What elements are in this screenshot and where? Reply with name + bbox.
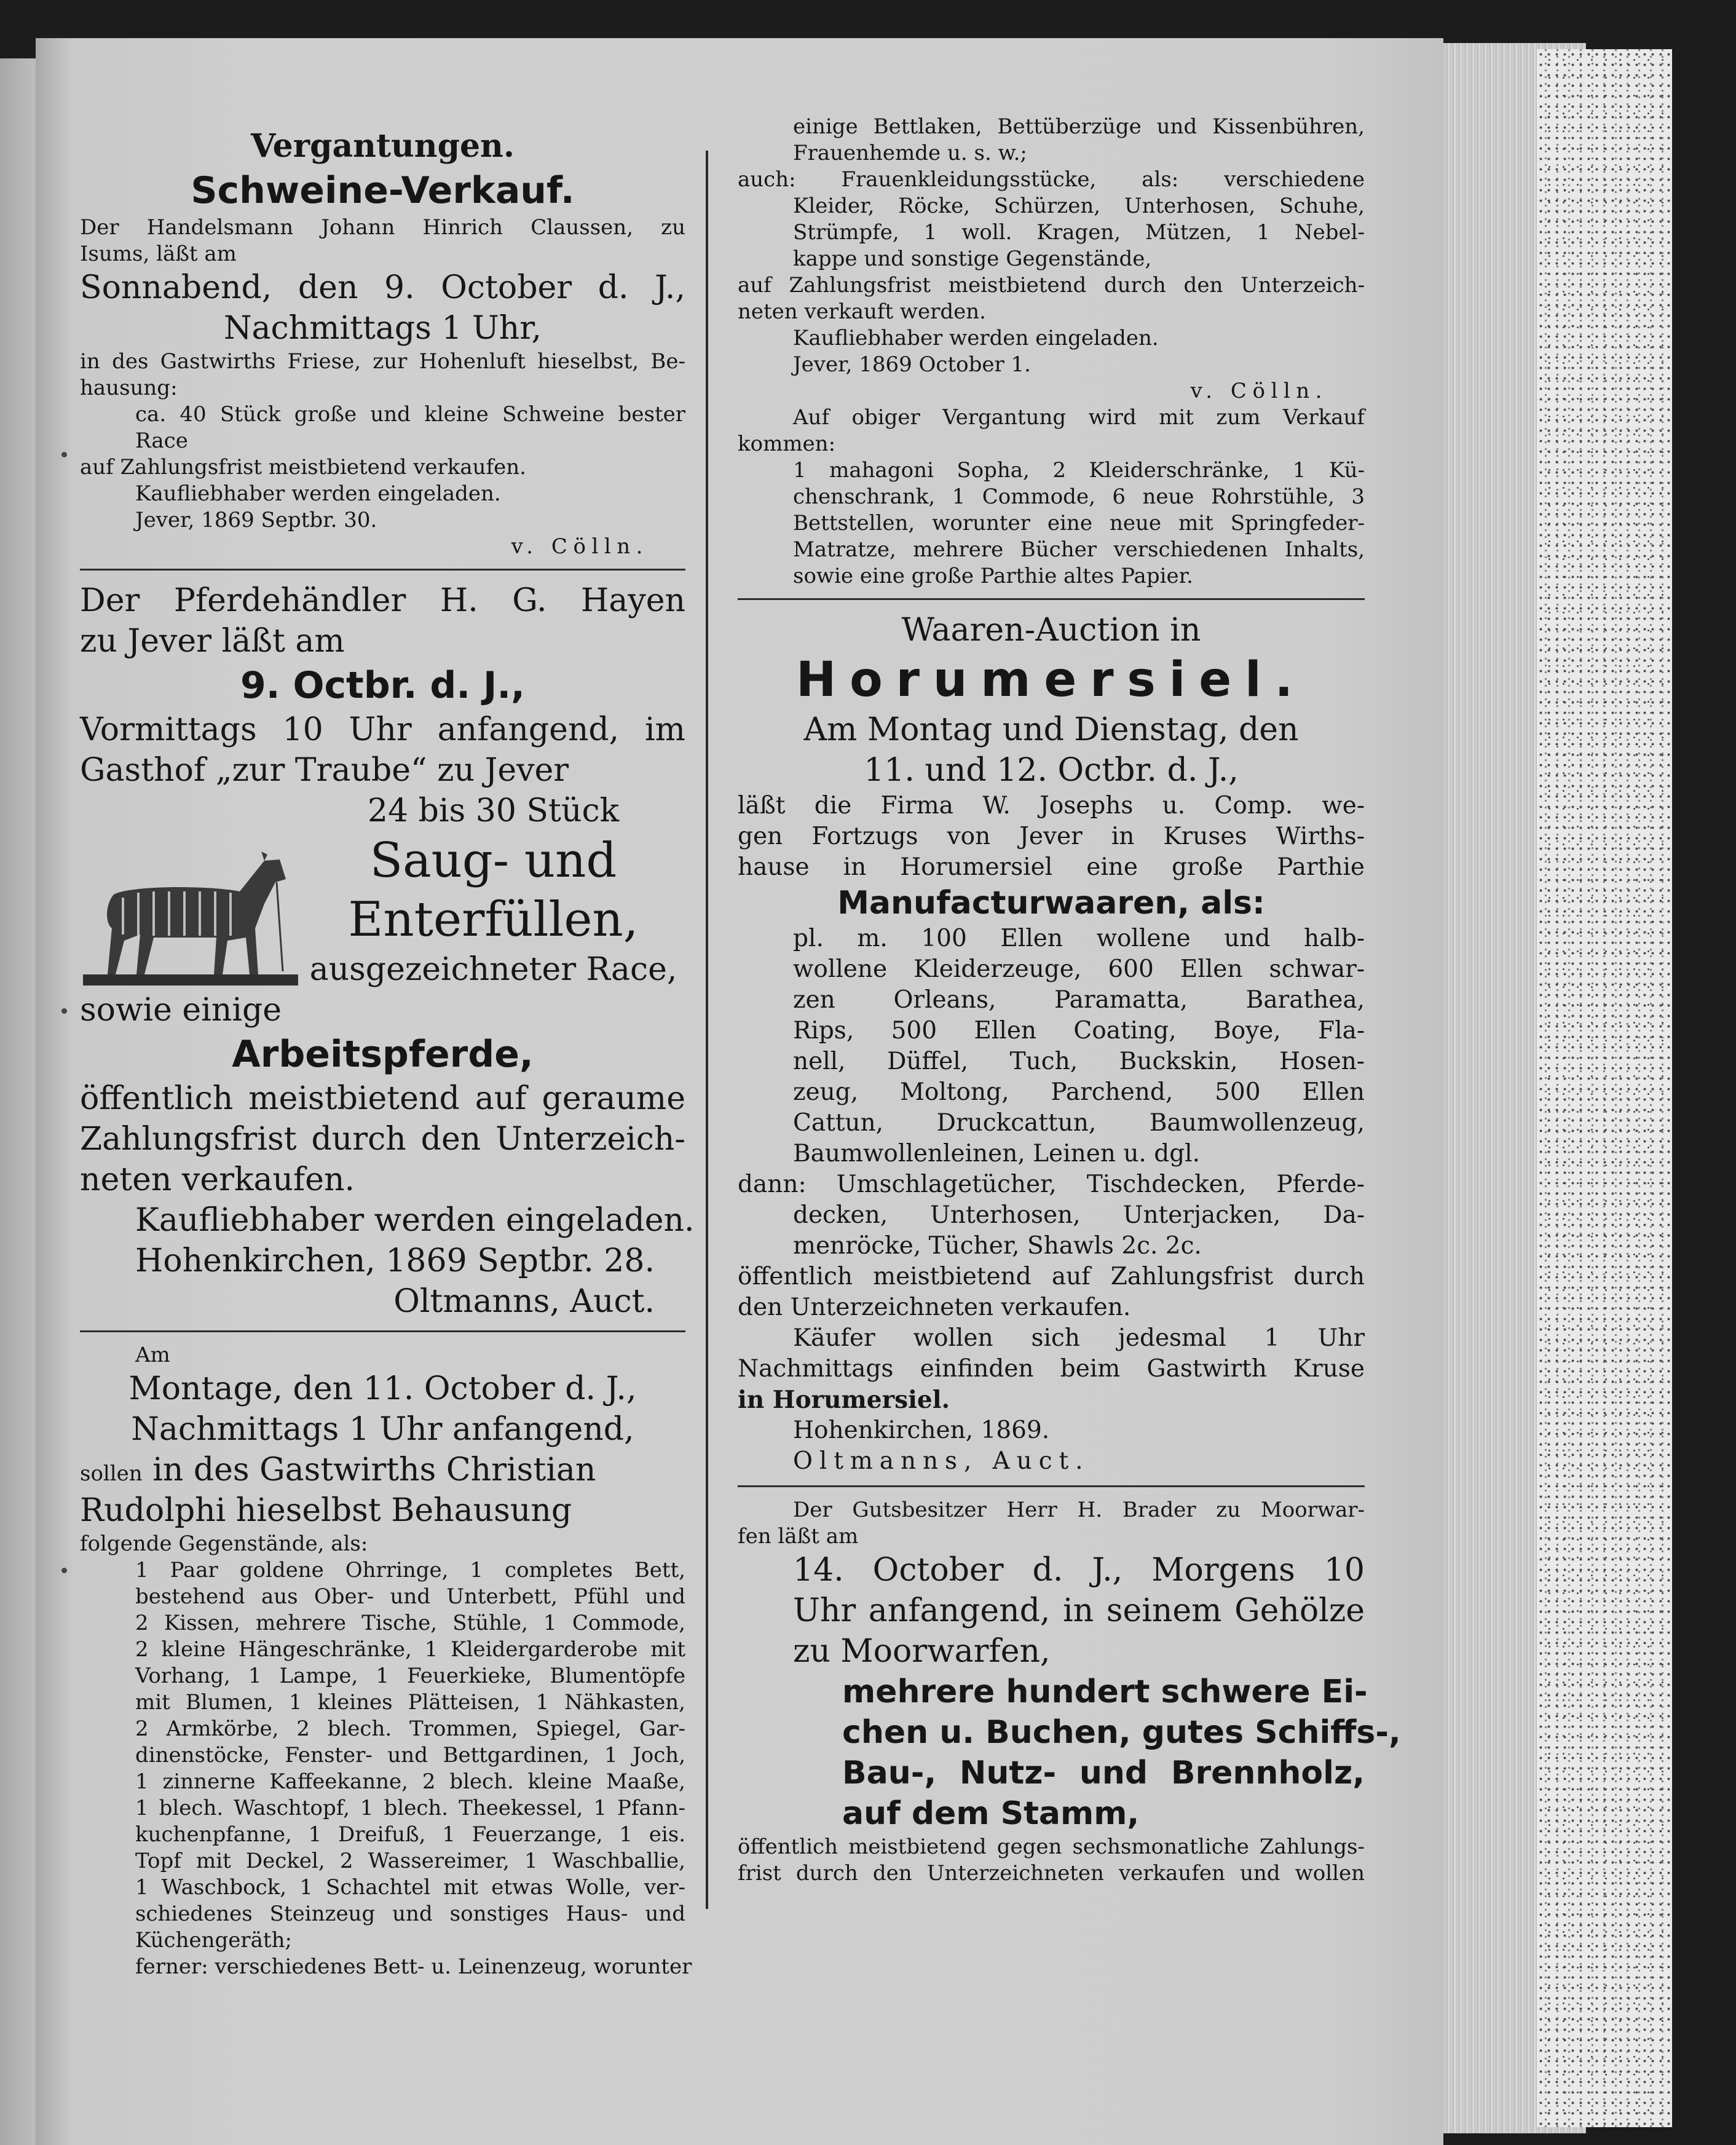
ad-text: menröcke, Tücher, Shawls 2c. 2c. (793, 1232, 1202, 1260)
ad-signature: v. Cölln. (1190, 379, 1328, 403)
left-column (80, 114, 695, 1980)
ad-item-line: Topf mit Deckel, 2 Wassereimer, 1 Waschballie, (135, 1849, 685, 1873)
ad-text: frist durch den Unterzeichneten verkaufen und wollen (738, 1861, 1365, 1886)
ad-dateline: Jever, 1869 Septbr. 30. (135, 508, 377, 532)
ad-item-line: chenschrank, 1 Commode, 6 neue Rohrstühle, 3 (793, 484, 1365, 509)
ad-item-line: 2 Kissen, mehrere Tische, Stühle, 1 Commode, (135, 1611, 685, 1635)
ad-goods-line: nell, Düffel, Tuch, Buckskin, Hosen- (793, 1048, 1365, 1075)
ad-date: zu Moorwarfen, (793, 1633, 1051, 1670)
ad-text: hause in Horumersiel eine große Parthie (738, 853, 1365, 881)
ad-text: Der Handelsmann Johann Hinrich Claussen, zu (80, 215, 685, 240)
ad-goods-line: pl. m. 100 Ellen wollene und halb- (793, 925, 1365, 952)
ad-item-line: Bettstellen, worunter eine neue mit Springfeder- (793, 511, 1365, 535)
ad-dateline: Hohenkirchen, 1869 Septbr. 28. (135, 1242, 655, 1279)
ad-item: Bau-, Nutz- und Brennholz, (842, 1755, 1365, 1791)
ad-date: 9. Octbr. d. J., (240, 664, 525, 707)
ad-text: dann: Umschlagetücher, Tischdecken, Pferde- (738, 1171, 1365, 1198)
ad-date: Montage, den 11. October d. J., (128, 1370, 637, 1407)
ad-heading: Manufacturwaaren, als: (837, 885, 1265, 922)
ad-time: Nachmittags 1 Uhr anfangend, (131, 1411, 634, 1448)
ad-text: fen läßt am (738, 1524, 859, 1549)
column-divider (706, 151, 708, 1909)
binding-hole (61, 1008, 67, 1014)
ad-date: Am Montag und Dienstag, den (803, 711, 1299, 748)
ad-item: auf dem Stamm, (842, 1795, 1140, 1832)
ad-goods-line: Cattun, Druckcattun, Baumwollenzeug, (793, 1109, 1365, 1137)
ad-text: ferner: verschiedenes Bett- u. Leinenzeug, worunter (135, 1954, 692, 1979)
ad-text: in des Gastwirths Christian (152, 1452, 596, 1488)
ad-text: auf Zahlungsfrist meistbietend durch den Unterzeich- (738, 273, 1365, 298)
ad-separator (738, 1485, 1365, 1487)
ad-text: 24 bis 30 Stück (367, 792, 620, 829)
ad-text: in des Gastwirths Friese, zur Hohenluft hieselbst, Be- (80, 349, 685, 374)
ad-text: gen Fortzugs von Jever in Kruses Wirths- (738, 823, 1365, 850)
ad-text: neten verkaufen. (80, 1161, 355, 1198)
ad-goods-line: Rips, 500 Ellen Coating, Boye, Fla- (793, 1017, 1365, 1045)
ad-title: Schweine-Verkauf. (191, 169, 575, 212)
ad-text: Strümpfe, 1 woll. Kragen, Mützen, 1 Nebel- (793, 220, 1365, 245)
ad-brader (738, 1497, 1401, 1887)
ad-rudolphi (80, 1342, 692, 1980)
ad-item-line: 1 blech. Waschtopf, 1 blech. Theekessel, 1 Pfann- (135, 1796, 685, 1820)
ad-text: Der Gutsbesitzer Herr H. Brader zu Moorwar- (793, 1498, 1365, 1522)
ad-text: einige Bettlaken, Bettüberzüge und Kissenbühren, (793, 114, 1365, 139)
ad-item-line: Vorhang, 1 Lampe, 1 Feuerkieke, Blumentöpfe (135, 1664, 685, 1688)
ad-signature: v. Cölln. (511, 534, 649, 559)
ad-invite: Kaufliebhaber werden eingeladen. (135, 481, 501, 506)
ad-item-line: 1 mahagoni Sopha, 2 Kleiderschränke, 1 Kü- (793, 458, 1365, 483)
ad-item-line: 1 Paar goldene Ohrringe, 1 completes Bett, (135, 1558, 685, 1582)
ad-title: Waaren-Auction in (901, 612, 1201, 649)
ad-text: Am (135, 1343, 170, 1367)
ad-separator (738, 598, 1365, 600)
ad-text: den Unterzeichneten verkaufen. (738, 1294, 1131, 1321)
ad-text: ausgezeichneter Race, (309, 951, 677, 988)
ad-item-line: bestehend aus Ober- und Unterbett, Pfühl und (135, 1584, 685, 1609)
ad-waaren-auction (738, 610, 1365, 1477)
ad-goods-line: Baumwollenleinen, Leinen u. dgl. (793, 1140, 1201, 1167)
ad-text: auch: Frauenkleidungsstücke, als: verschiedene (738, 167, 1365, 192)
section-title: Vergantungen. (251, 127, 515, 165)
ad-item-line: 2 kleine Hängeschränke, 1 Kleidergarderobe mit (135, 1637, 685, 1662)
ad-date: 14. October d. J., Morgens 10 (793, 1552, 1365, 1589)
horse-text (301, 791, 685, 990)
ad-item-line: 1 zinnerne Kaffeekanne, 2 blech. kleine Maaße, (135, 1769, 685, 1794)
ad-item: Enterfüllen, (348, 892, 639, 947)
ad-text: Zahlungsfrist durch den Unterzeich- (80, 1121, 685, 1158)
ad-goods-line: wollene Kleiderzeuge, 600 Ellen schwar- (793, 955, 1365, 983)
ad-text: neten verkauft werden. (738, 299, 986, 324)
ad-item-line: sowie eine große Parthie altes Papier. (793, 564, 1193, 588)
ad-text: Der Pferdehändler H. G. Hayen (80, 582, 685, 619)
ad-goods-line: zeug, Moltong, Parchend, 500 Ellen (793, 1078, 1365, 1106)
ad-text: zu Jever läßt am (80, 623, 345, 660)
ad-text: läßt die Firma W. Josephs u. Comp. we- (738, 792, 1365, 820)
ad-place: Rudolphi hieselbst Behausung (80, 1492, 572, 1529)
ad-text: folgende Gegenstände, als: (80, 1531, 368, 1556)
ad-separator (80, 1330, 685, 1332)
ad-date: Sonnabend, den 9. October d. J., (80, 269, 685, 306)
ad-goods-line: zen Orleans, Paramatta, Barathea, (793, 986, 1365, 1014)
ad-time: Nachmittags 1 Uhr, (224, 310, 542, 347)
ad-date: 11. und 12. Octbr. d. J., (864, 752, 1239, 789)
ad-text: öffentlich meistbietend auf Zahlungsfrist durch (738, 1263, 1365, 1290)
ad-item: Arbeitspferde, (232, 1033, 534, 1076)
ad-item-line: 2 Armkörbe, 2 blech. Trommen, Spiegel, Gar- (135, 1716, 685, 1741)
ad-title: Horumersiel. (795, 652, 1307, 708)
right-column (738, 114, 1401, 1887)
ad-schweine-verkauf (80, 167, 685, 560)
ad-text: Auf obiger Vergantung wird mit zum Verkauf (793, 405, 1365, 430)
ad-text: decken, Unterhosen, Unterjacken, Da- (793, 1201, 1365, 1229)
ad-time: Vormittags 10 Uhr anfangend, im (80, 711, 685, 748)
ad-continuation (738, 114, 1365, 590)
ad-text: Käufer wollen sich jedesmal 1 Uhr (793, 1324, 1365, 1352)
ad-text: in Horumersiel. (738, 1386, 950, 1414)
ad-text: Nachmittags einfinden beim Gastwirth Kruse (738, 1355, 1365, 1383)
ad-signature: Oltmanns, Auct. (393, 1283, 655, 1320)
ad-item: chen u. Buchen, gutes Schiffs-, (842, 1714, 1401, 1751)
ad-text: Kleider, Röcke, Schürzen, Unterhosen, Schuhe, (793, 194, 1365, 218)
ad-text: auf Zahlungsfrist meistbietend verkaufen. (80, 455, 526, 480)
horse-illustration (80, 836, 301, 990)
ad-place: Gasthof „zur Traube“ zu Jever (80, 752, 569, 789)
ad-pferdehaendler (80, 580, 695, 1322)
ad-item-line: Küchengeräth; (135, 1928, 292, 1953)
ad-item: mehrere hundert schwere Ei- (842, 1673, 1368, 1710)
ad-signature: Oltmanns, Auct. (793, 1447, 1090, 1475)
ad-text: sowie einige (80, 992, 282, 1029)
ad-item-line: 1 Waschbock, 1 Schachtel mit etwas Wolle, ver- (135, 1875, 685, 1900)
ad-text: kappe und sonstige Gegenstände, (793, 247, 1152, 271)
ad-text: öffentlich meistbietend gegen sechsmonatliche Zahlungs- (738, 1835, 1365, 1859)
binding-hole (61, 452, 67, 457)
ad-text: öffentlich meistbietend auf geraume (80, 1080, 685, 1117)
horse-block (80, 791, 685, 990)
ad-date: Uhr anfangend, in seinem Gehölze (793, 1592, 1365, 1629)
ad-invite: Kaufliebhaber werden eingeladen. (793, 326, 1159, 350)
ad-text: sollen (80, 1461, 143, 1486)
ad-text: hausung: (80, 376, 178, 400)
ad-item-line: kuchenpfanne, 1 Dreifuß, 1 Feuerzange, 1 eis. (135, 1822, 685, 1847)
ad-dateline: Jever, 1869 October 1. (793, 352, 1031, 377)
ad-text: ca. 40 Stück große und kleine Schweine bester (135, 402, 685, 427)
speckled-book-edge (1537, 49, 1672, 2127)
ad-text: Isums, läßt am (80, 242, 237, 266)
ad-invite: Kaufliebhaber werden eingeladen. (135, 1202, 695, 1239)
ad-separator (80, 569, 685, 571)
ad-item-line: dinenstöcke, Fenster- und Bettgardinen, 1 Joch, (135, 1743, 685, 1768)
ad-place (80, 1450, 685, 1490)
binding-hole (61, 1568, 67, 1573)
ad-dateline: Hohenkirchen, 1869. (793, 1416, 1050, 1444)
ad-text: kommen: (738, 432, 836, 456)
ad-text: Race (135, 429, 188, 453)
ad-item: Saug- und (369, 833, 617, 888)
ad-item-line: Matratze, mehrere Bücher verschiedenen Inhalts, (793, 537, 1365, 562)
ad-item-line: mit Blumen, 1 kleines Plätteisen, 1 Nähkasten, (135, 1690, 685, 1715)
ad-text: Frauenhemde u. s. w.; (793, 141, 1027, 165)
ad-item-line: schiedenes Steinzeug und sonstiges Haus- und (135, 1902, 685, 1926)
